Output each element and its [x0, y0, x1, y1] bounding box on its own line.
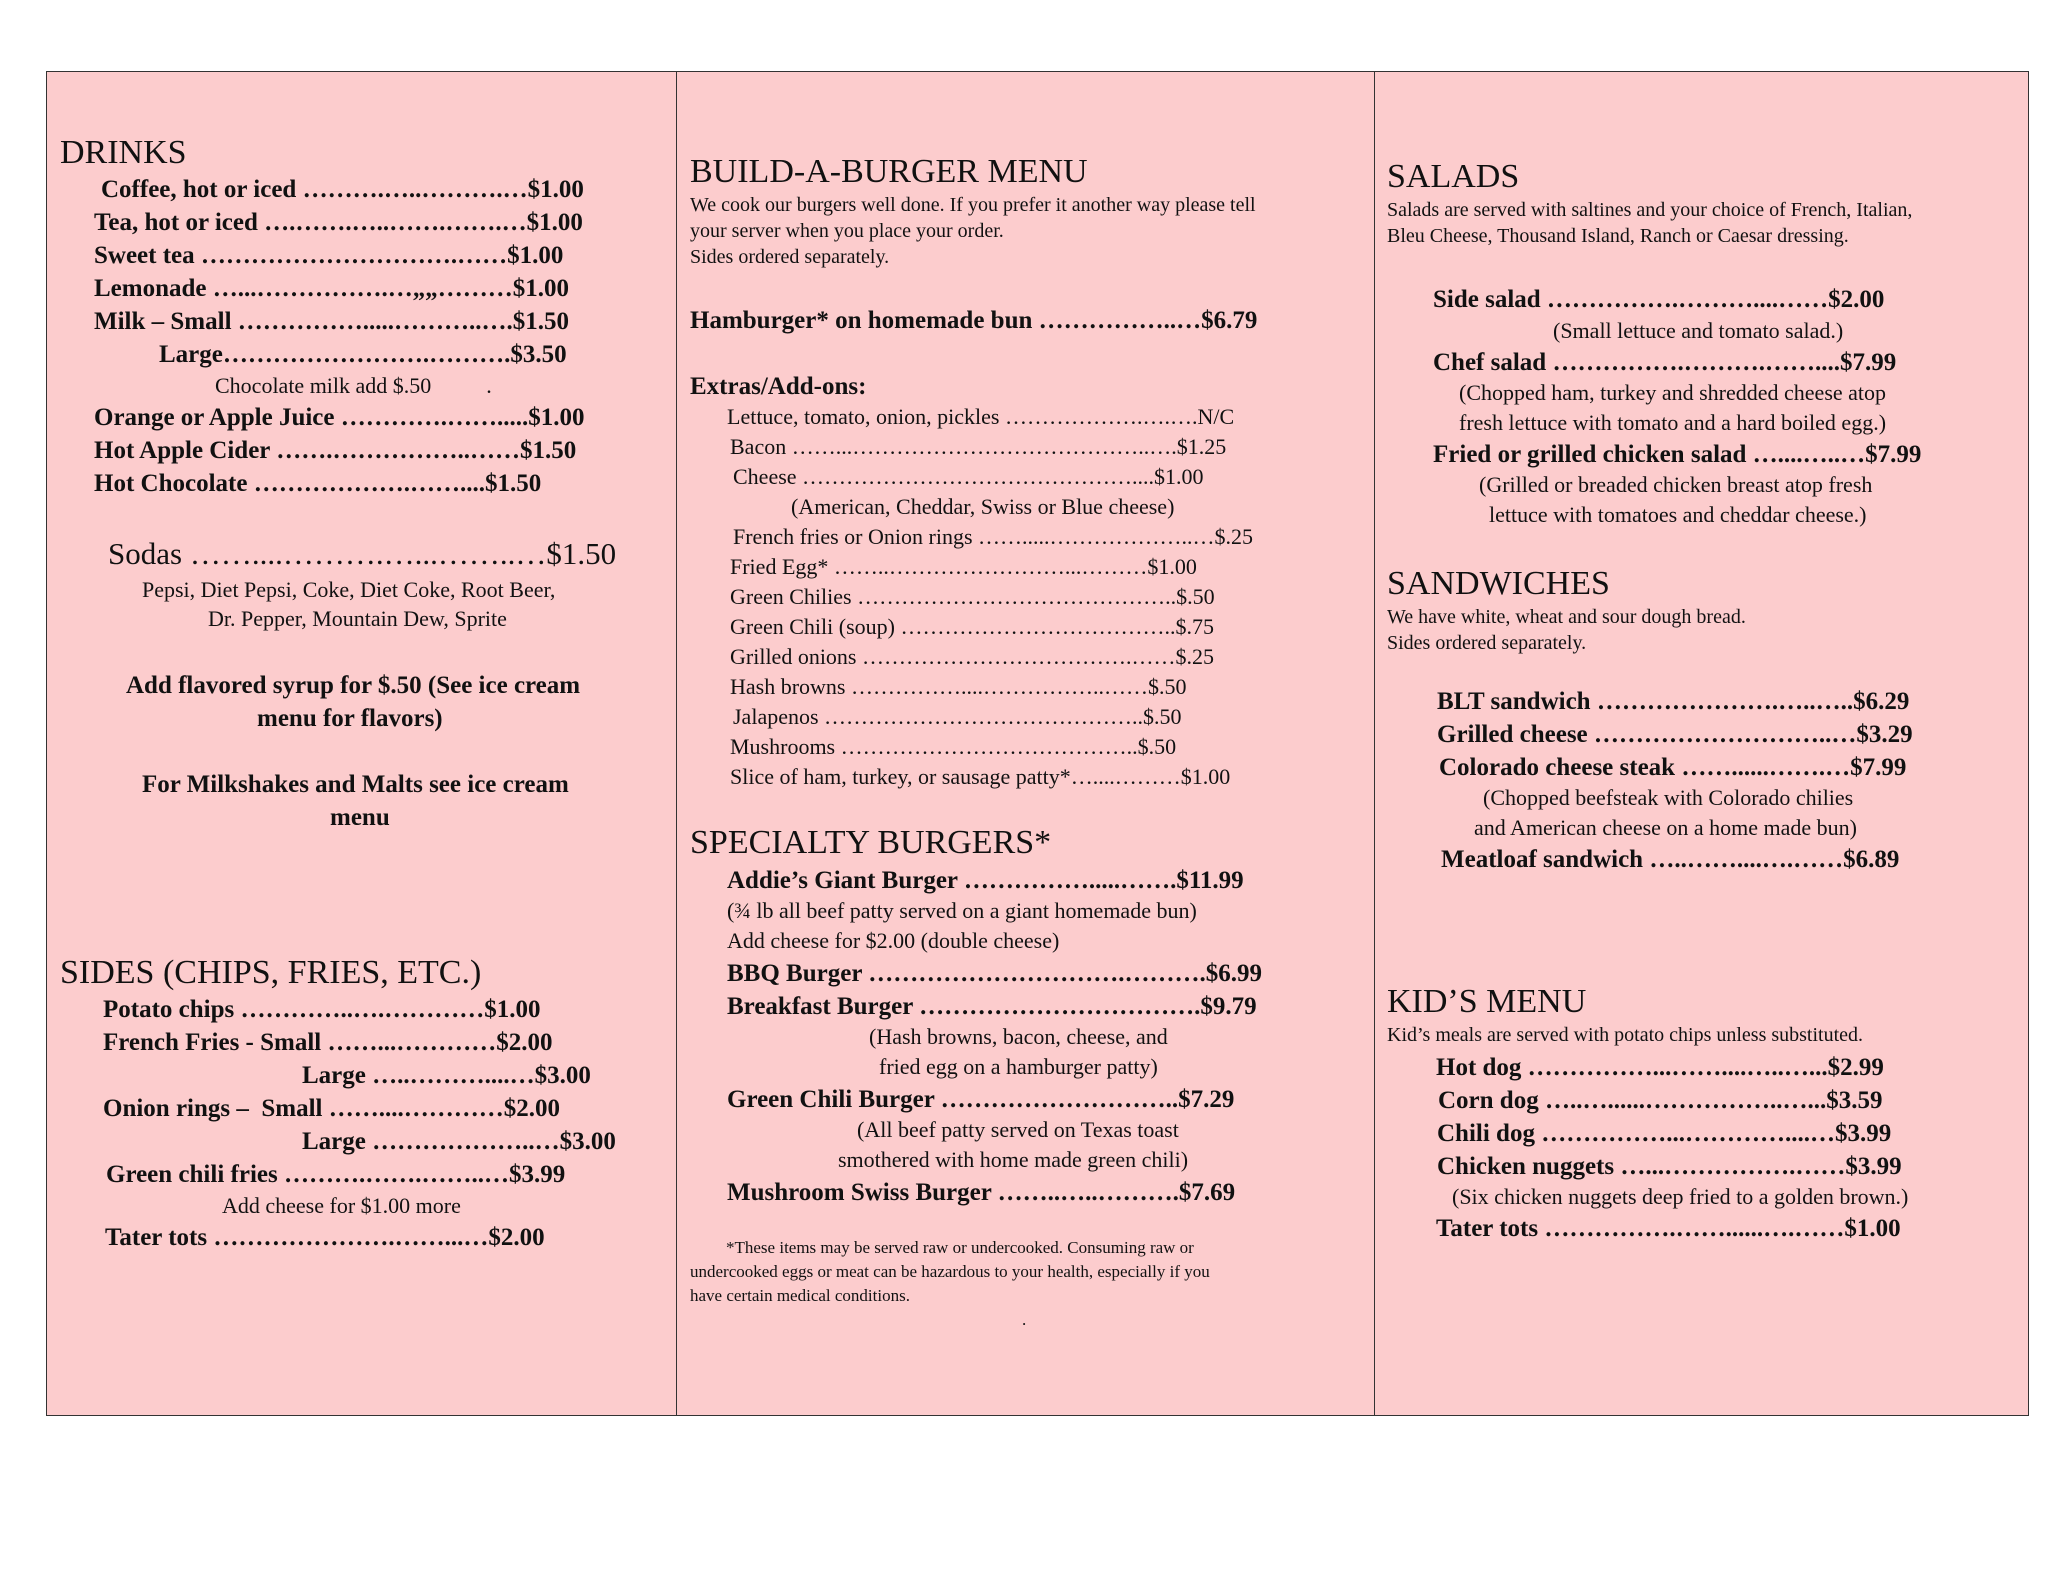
specialty-note: Add cheese for $2.00 (double cheese)	[727, 928, 1060, 953]
extra-item: Slice of ham, turkey, or sausage patty*…....………$1.00	[730, 764, 1231, 789]
side-item: French Fries - Small ……...…………$2.00	[103, 1029, 553, 1056]
burger-intro: Sides ordered separately.	[690, 246, 890, 268]
drink-item: Sweet tea ………………………….……$1.00	[94, 242, 564, 269]
sandwich-item: Meatloaf sandwich …..……....….……$6.89	[1441, 846, 1900, 873]
side-item: Green chili fries ……….…….……..…$3.99	[106, 1161, 566, 1188]
kids-item: Chili dog ……………...…………....…$3.99	[1437, 1120, 1892, 1147]
extra-item: French fries or Onion rings …….....………………..…$.25	[733, 524, 1254, 549]
kids-heading: KID’S MENU	[1387, 983, 1587, 1020]
syrup-note: menu for flavors)	[257, 705, 443, 732]
drink-item: Large…………………….……….$3.50	[159, 341, 567, 368]
extra-item: Bacon ……...…………………………………..….$1.25	[730, 434, 1227, 459]
sodas-line: Sodas ……....……….…...……..…$1.50	[108, 536, 617, 571]
extra-item: Grilled onions ……………………………….……$.25	[730, 644, 1214, 669]
specialty-item: Green Chili Burger ………………………..$7.29	[727, 1086, 1235, 1113]
side-item: Onion rings – Small ……....…………$2.00	[103, 1095, 560, 1122]
sides-heading: SIDES (CHIPS, FRIES, ETC.)	[60, 954, 482, 991]
specialty-note: smothered with home made green chili)	[838, 1147, 1189, 1172]
side-item: Potato chips …………..….…………$1.00	[103, 996, 541, 1023]
side-item: Large ………………..…$3.00	[302, 1128, 616, 1155]
extra-item: Fried Egg* ……..……………………...………$1.00	[730, 554, 1197, 579]
drink-item: Hot Chocolate ……………….……....$1.50	[94, 470, 542, 497]
burger-heading: BUILD-A-BURGER MENU	[690, 153, 1088, 190]
drinks-heading: DRINKS	[60, 134, 187, 171]
extra-item: Hash browns ……………....……………..……$.50	[730, 674, 1187, 699]
sandwiches-heading: SANDWICHES	[1387, 565, 1610, 602]
side-item: Large …..………....…$3.00	[302, 1062, 591, 1089]
drink-note: Chocolate milk add $.50 .	[215, 373, 492, 398]
salad-note: (Chopped ham, turkey and shredded cheese atop	[1459, 380, 1887, 405]
salads-intro: Bleu Cheese, Thousand Island, Ranch or Caesar dressing.	[1387, 225, 1849, 247]
salad-note: fresh lettuce with tomato and a hard boiled egg.)	[1459, 410, 1887, 435]
drink-item: Milk – Small …………….....………..….$1.50	[94, 308, 570, 335]
disclaimer: have certain medical conditions.	[690, 1286, 910, 1305]
drink-item: Hot Apple Cider …….……………..……$1.50	[94, 437, 577, 464]
soda-list: Pepsi, Diet Pepsi, Coke, Diet Coke, Root Beer,	[142, 577, 556, 602]
sandwich-note: (Chopped beefsteak with Colorado chilies	[1483, 785, 1854, 810]
kids-item: Corn dog …..…......……………..…...$3.59	[1438, 1087, 1883, 1114]
syrup-note: Add flavored syrup for $.50 (See ice cream	[126, 672, 581, 699]
extra-item: Jalapenos ……………………………………..$.50	[733, 704, 1182, 729]
specialty-item: Breakfast Burger …………………………….$9.79	[727, 993, 1257, 1020]
specialty-note: (¾ lb all beef patty served on a giant homemade bun)	[727, 898, 1197, 923]
kids-item: Chicken nuggets …...…………….……$3.99	[1437, 1153, 1902, 1180]
specialty-item: BBQ Burger ………………………….……….$6.99	[727, 960, 1262, 987]
specialty-item: Addie’s Giant Burger …………….....…….$11.99	[727, 867, 1244, 894]
sandwich-item: Grilled cheese ………………………..…$3.29	[1437, 721, 1913, 748]
disclaimer: *These items may be served raw or undercooked. Consuming raw or	[726, 1238, 1194, 1257]
salad-item: Fried or grilled chicken salad …....…..…$7.99	[1433, 441, 1922, 468]
specialty-item: Mushroom Swiss Burger ……..…..……….$7.69	[727, 1179, 1236, 1206]
specialty-note: (Hash browns, bacon, cheese, and	[869, 1024, 1168, 1049]
drink-item: Orange or Apple Juice ………….…….....$1.00	[94, 404, 585, 431]
kids-intro: Kid’s meals are served with potato chips unless substituted.	[1387, 1024, 1864, 1046]
extra-note: (American, Cheddar, Swiss or Blue cheese)	[791, 494, 1175, 519]
kids-item: Tater tots …………….……......….……$1.00	[1436, 1215, 1901, 1242]
kids-note: (Six chicken nuggets deep fried to a golden brown.)	[1452, 1184, 1909, 1209]
sandwich-item: BLT sandwich ………………….…..…..$6.29	[1437, 688, 1910, 715]
salads-heading: SALADS	[1387, 158, 1520, 195]
extra-item: Green Chilies ……………………………………..$.50	[730, 584, 1215, 609]
drink-item: Coffee, hot or iced ……….…..……….…$1.00	[101, 176, 584, 203]
specialty-note: fried egg on a hamburger patty)	[879, 1054, 1158, 1079]
specialty-note: (All beef patty served on Texas toast	[857, 1117, 1179, 1142]
shakes-note: For Milkshakes and Malts see ice cream	[142, 771, 569, 798]
side-item: Tater tots ………………….……...…$2.00	[105, 1224, 545, 1251]
extra-item: Cheese ………………………………………....$1.00	[733, 464, 1204, 489]
drink-item: Tea, hot or iced ….…….…..…….…….…$1.00	[94, 209, 583, 236]
salad-item: Chef salad …………….……….……....$7.99	[1433, 349, 1897, 376]
kids-item: Hot dog ……………...……....…..…...$2.99	[1436, 1054, 1884, 1081]
extra-item: Lettuce, tomato, onion, pickles ……………….….….N/C	[727, 404, 1235, 429]
extra-item: Mushrooms …………………………………..$.50	[730, 734, 1177, 759]
salad-note: (Small lettuce and tomato salad.)	[1553, 318, 1844, 343]
salads-intro: Salads are served with saltines and your choice of French, Italian,	[1387, 199, 1913, 221]
extra-item: Green Chili (soup) ………………………………..$.75	[730, 614, 1214, 639]
specialty-heading: SPECIALTY BURGERS*	[690, 824, 1052, 861]
disclaimer: .	[1022, 1310, 1027, 1329]
salad-note: (Grilled or breaded chicken breast atop fresh	[1479, 472, 1873, 497]
shakes-note: menu	[330, 804, 390, 831]
sandwiches-intro: We have white, wheat and sour dough bread.	[1387, 606, 1746, 628]
sandwich-note: and American cheese on a home made bun)	[1474, 815, 1858, 840]
drink-item: Lemonade …...…………….…„„………$1.00	[94, 275, 569, 302]
salad-note: lettuce with tomatoes and cheddar cheese.)	[1489, 502, 1867, 527]
extras-heading: Extras/Add-ons:	[690, 373, 867, 400]
sandwich-item: Colorado cheese steak ……......…….…$7.99	[1439, 754, 1907, 781]
sandwiches-intro: Sides ordered separately.	[1387, 632, 1587, 654]
burger-intro: your server when you place your order.	[690, 220, 1004, 242]
disclaimer: undercooked eggs or meat can be hazardous to your health, especially if you	[690, 1262, 1210, 1281]
salad-item: Side salad …………….………....……$2.00	[1433, 286, 1885, 313]
side-note: Add cheese for $1.00 more	[222, 1193, 461, 1218]
soda-list: Dr. Pepper, Mountain Dew, Sprite	[208, 606, 507, 631]
hamburger-item: Hamburger* on homemade bun ……………..…$6.79	[690, 307, 1258, 334]
burger-intro: We cook our burgers well done. If you prefer it another way please tell	[690, 194, 1256, 216]
